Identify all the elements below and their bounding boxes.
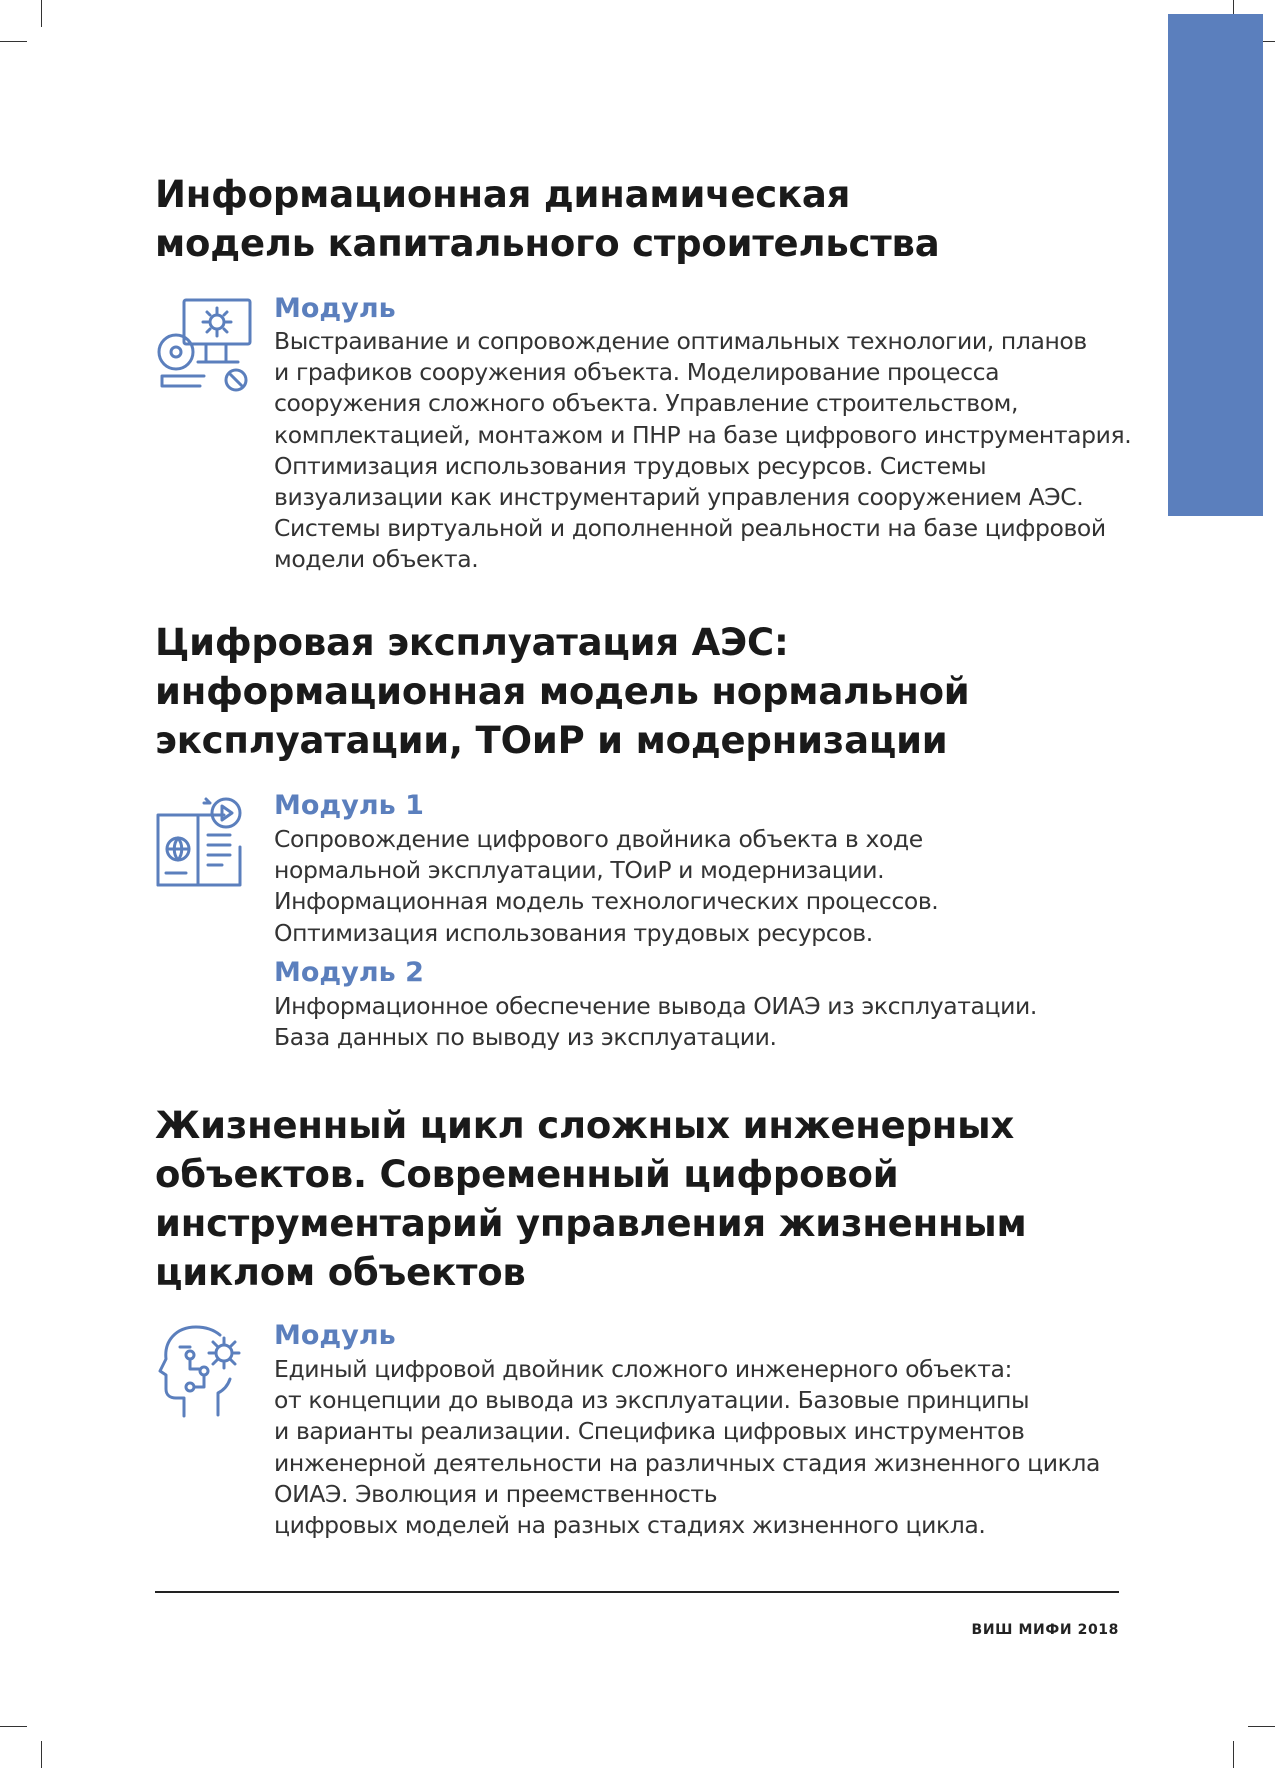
footer-rule [155, 1591, 1119, 1593]
crop-mark [41, 0, 42, 27]
section-1-title: Информационная динамическая модель капитального строительства [155, 173, 940, 265]
module-heading: Модуль [274, 293, 396, 324]
module-description: Выстраивание и сопровождение оптимальных технологии, планов и графиков сооружения объекта. Моделирование процесса сооружения сложного объекта. Управление строительством, комплектацией, монтажом и ПНР на базе цифрового инструментария. Оптимизация использования трудовых ресурсов. Системы визуализации как инструментарий управления сооружением АЭС. Системы виртуальной и дополненной реальности на базе цифровой модели объекта. [274, 327, 1132, 574]
module-1-heading: Модуль 1 [274, 790, 424, 821]
module-2-heading: Модуль 2 [274, 957, 424, 988]
footer-label: ВИШ МИФИ 2018 [971, 1622, 1119, 1638]
section-2-title: Цифровая эксплуатация АЭС: информационная модель нормальной эксплуатации, ТОиР и модернизации [155, 621, 970, 762]
module-2-description: Информационное обеспечение вывода ОИАЭ из эксплуатации. База данных по выводу из эксплуатации. [274, 992, 1037, 1052]
crop-mark [1233, 1741, 1234, 1768]
monitor-gear-icon [154, 294, 254, 398]
module-description: Единый цифровой двойник сложного инженерного объекта: от концепции до вывода из эксплуатации. Базовые принципы и варианты реализации. Специфика цифровых инструментов инженерной деятельности на различных стадия жизненного цикла ОИАЭ. Эволюция и преемственность цифровых моделей на разных стадиях жизненного цикла. [274, 1355, 1101, 1540]
section-3-title: Жизненный цикл сложных инженерных объектов. Современный цифровой инструментарий управления жизненным циклом объектов [155, 1104, 1027, 1294]
module-1-description: Сопровождение цифрового двойника объекта в ходе нормальной эксплуатации, ТОиР и модернизации. Информационная модель технологических процессов. Оптимизация использования трудовых ресурсов. [274, 825, 939, 947]
crop-mark [41, 1741, 42, 1768]
module-heading: Модуль [274, 1320, 396, 1351]
crop-mark [0, 1726, 27, 1727]
crop-mark [1248, 1726, 1275, 1727]
side-color-tab [1168, 14, 1263, 516]
ai-head-gear-icon [158, 1323, 248, 1419]
digital-book-icon [154, 795, 246, 891]
crop-mark [0, 41, 27, 42]
